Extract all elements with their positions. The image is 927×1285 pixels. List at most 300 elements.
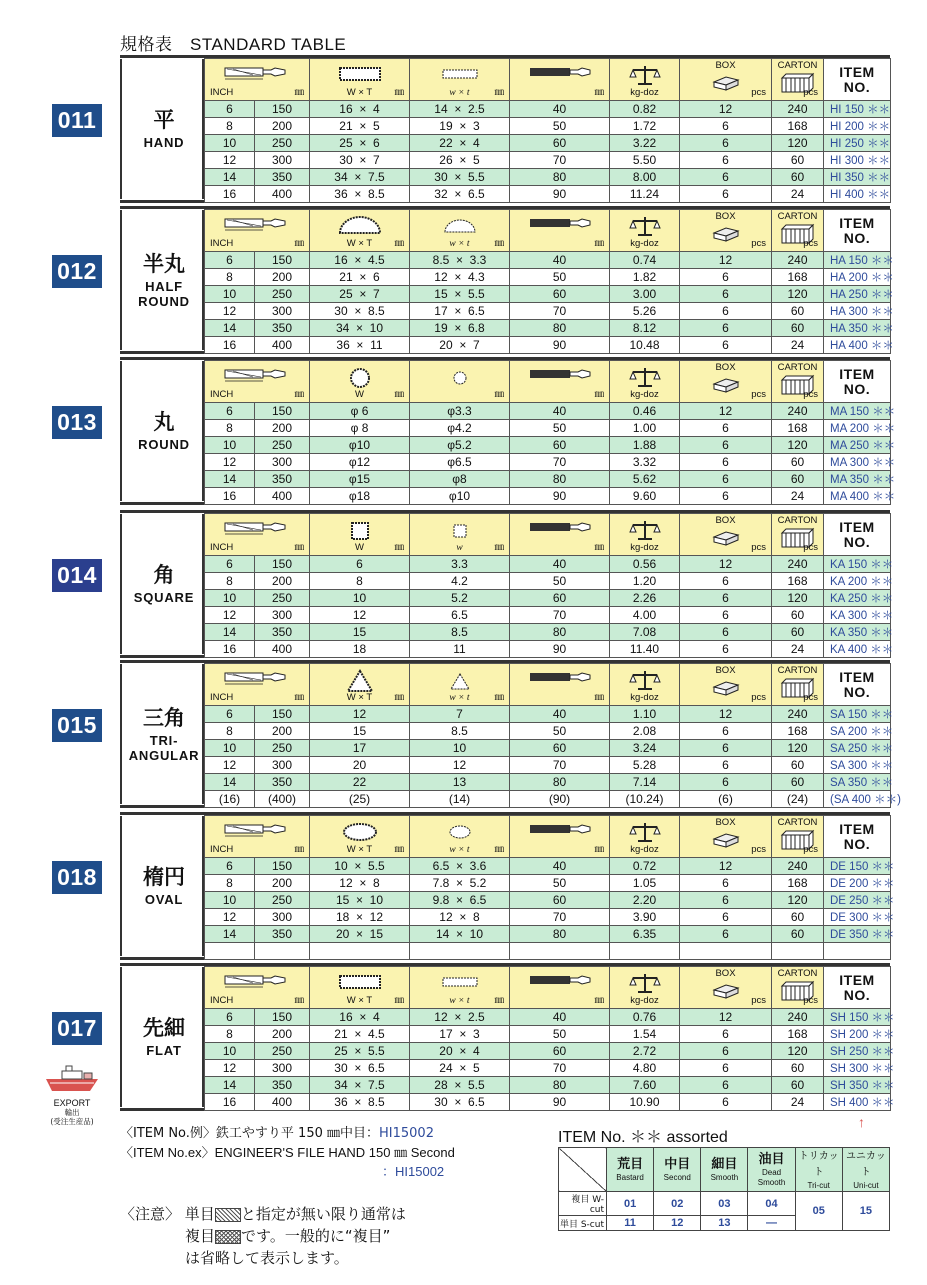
tip-dim-label: w × t [449,88,470,98]
weight-cell: 8.12 [610,320,680,337]
cut-length-icon [510,215,609,231]
tip-section-header [410,210,510,252]
arrow-up-icon: ↑ [858,1114,865,1130]
cut-length-cell: 50 [510,269,610,286]
tip-width-value: 9.8 [432,893,450,907]
tip-width-value: 20 [439,1044,453,1058]
tip-section-header [410,514,510,556]
carton-cell: 60 [772,169,824,186]
mm-cell: 300 [255,454,310,471]
box-cell: 6 [680,152,772,169]
table-row [205,269,891,286]
weight-header [610,59,680,101]
tip-cell: φ8 [410,471,510,488]
width-value: 15 [335,893,350,907]
mm-label: ㎜ [394,844,404,855]
mm-label: ㎜ [494,995,504,1006]
tip-thickness-value: 6.8 [468,321,485,335]
inch-cell: 6 [205,101,255,118]
scale-icon [610,64,679,86]
box-cell: 6 [680,926,772,943]
width-value: 34 [334,170,348,184]
section-cell: 25 × 6 [310,135,410,152]
carton-cell: 240 [772,403,824,420]
box-cell: 6 [680,420,772,437]
width-value: 16 [339,102,353,116]
tip-thickness-value: 3.6 [469,859,487,873]
no-label: NO. [843,533,871,550]
item-no-cell: DE 250 ＊＊ [824,892,891,909]
mm-cell: 150 [255,403,310,420]
tip-thickness-value: 2.5 [468,102,485,116]
tip-cell: φ5.2 [410,437,510,454]
weight-cell: 11.24 [610,186,680,203]
spec-table [204,815,895,960]
file-type-jp: 角 [153,563,175,587]
table-row [205,641,891,658]
cut-length-header [510,816,610,858]
box-cell: 6 [680,892,772,909]
box-cell: 12 [680,101,772,118]
box-header [680,210,772,252]
mm-cell: 400 [255,337,310,354]
section-cell: 17 [310,740,410,757]
table-row [205,320,891,337]
double-cut-swatch [215,1230,241,1244]
cut-length-cell: 70 [510,1060,610,1077]
section-cell: 21 × 6 [310,269,410,286]
cross-section-header [310,967,410,1009]
tip-cell: 6.5 [410,607,510,624]
item-no-cell: HA 150 ＊＊ [824,252,891,269]
carton-label: CARTON [777,968,818,979]
example-line1: 〈ITEM No.例〉鉄工やすり平 150 ㎜中目： [120,1126,379,1141]
export-sub-note: (受注生産品) [50,1117,94,1126]
table-row [205,791,891,808]
weight-cell: 3.32 [610,454,680,471]
mm-cell: 300 [255,152,310,169]
item-label: ITEM [839,668,875,685]
thickness-value: 8.5 [368,304,385,318]
thickness-value: 6 [373,136,380,150]
file-type-jp: 丸 [153,410,175,434]
mm-cell: 250 [255,135,310,152]
tip-thickness-value: 3 [473,119,480,133]
tip-section-icon [410,821,509,843]
weight-cell: 2.26 [610,590,680,607]
carton-cell: 168 [772,875,824,892]
note-label: 〈注意〉 [120,1205,181,1223]
box-cell: 6 [680,573,772,590]
table-row [205,1043,891,1060]
thickness-value: 5.5 [368,1044,385,1058]
box-cell: 6 [680,437,772,454]
item-no-cell: (SA 400 ＊＊) [824,791,891,808]
file-type-name [124,360,204,502]
mm-cell: 300 [255,909,310,926]
box-cell: 6 [680,607,772,624]
tip-cell: 5.2 [410,590,510,607]
export-sub-jp: 輸出 [64,1108,80,1117]
tip-cell: 12 × 2.5 [410,1009,510,1026]
section-cell: 16 × 4.5 [310,252,410,269]
item-no-cell: SA 150 ＊＊ [824,706,891,723]
tip-cell: 7 [410,706,510,723]
item-no-header [824,967,891,1009]
inch-cell: 12 [205,909,255,926]
tip-width-value: 15 [434,287,448,301]
mm-cell: 200 [255,118,310,135]
item-no-cell: HI 250 ＊＊ [824,135,891,152]
table-row [205,706,891,723]
assort-col-tricut: トリカット Tri-cut [795,1148,842,1192]
box-label: BOX [715,968,736,979]
mm-cell: 200 [255,420,310,437]
carton-cell: 120 [772,437,824,454]
box-label: BOX [715,665,736,676]
box-header [680,664,772,706]
cut-length-cell: 90 [510,488,610,505]
weight-cell: 1.05 [610,875,680,892]
tip-dim-label: w [456,543,463,553]
inch-cell: 12 [205,757,255,774]
item-no-cell: SH 150 ＊＊ [824,1009,891,1026]
cut-length-cell: 90 [510,186,610,203]
section-cell: 16 × 4 [310,1009,410,1026]
carton-cell: 120 [772,590,824,607]
section-dim-label: W × T [346,995,373,1006]
tip-cell: 19 × 3 [410,118,510,135]
section-cell: 12 [310,706,410,723]
inch-cell: 16 [205,1094,255,1111]
carton-cell: 120 [772,1043,824,1060]
section-code-badge: 015 [52,709,102,742]
inch-cell: 14 [205,774,255,791]
inch-cell [205,943,255,960]
inch-cell: 12 [205,1060,255,1077]
tip-thickness-value: 4 [473,136,480,150]
item-no-cell: MA 200 ＊＊ [824,420,891,437]
mm-cell: 350 [255,1077,310,1094]
inch-cell: 16 [205,488,255,505]
carton-cell: 168 [772,269,824,286]
table-row [205,892,891,909]
inch-cell: 10 [205,437,255,454]
weight-cell [610,943,680,960]
section-divider [120,664,122,804]
mm-label: ㎜ [294,692,304,703]
item-no-cell: HI 150 ＊＊ [824,101,891,118]
table-row [205,590,891,607]
item-no-header [824,59,891,101]
inch-cell: 10 [205,740,255,757]
cut-length-cell: 40 [510,858,610,875]
pcs-label: pcs [751,87,766,98]
tip-cell: 19 × 6.8 [410,320,510,337]
tip-width-value: 6.5 [432,859,450,873]
thickness-value: 10 [369,321,384,335]
table-row [205,169,891,186]
tip-thickness-value: 5.5 [468,1078,485,1092]
width-value: 36 [334,1095,348,1109]
box-cell: 6 [680,286,772,303]
cut-length-cell: 70 [510,454,610,471]
weight-header [610,967,680,1009]
pcs-label: pcs [803,238,818,249]
box-cell: 6 [680,269,772,286]
tip-cell: 30 × 5.5 [410,169,510,186]
box-cell: 6 [680,774,772,791]
item-no-header [824,361,891,403]
mm-cell: 400 [255,641,310,658]
spec-table [204,360,896,505]
carton-label: CARTON [777,362,818,373]
inch-label: INCH [210,692,234,703]
weight-cell: 5.50 [610,152,680,169]
carton-cell: 120 [772,740,824,757]
section-cell: 36 × 8.5 [310,186,410,203]
section-cell: 36 × 8.5 [310,1094,410,1111]
mm-label: ㎜ [394,995,404,1006]
table-row [205,1060,891,1077]
tip-cell: 14 × 10 [410,926,510,943]
cut-length-icon [510,519,609,535]
section-divider [120,361,122,501]
tip-width-value: 24 [439,1061,453,1075]
weight-cell: 10.90 [610,1094,680,1111]
box-cell: 12 [680,556,772,573]
item-no-cell: HI 300 ＊＊ [824,152,891,169]
inch-cell: 8 [205,723,255,740]
box-cell: 6 [680,337,772,354]
inch-cell: 10 [205,286,255,303]
inch-cell: 14 [205,169,255,186]
export-label: EXPORT [53,1098,91,1108]
table-row [205,875,891,892]
tip-width-value: 12 [434,270,448,284]
table-row [205,488,891,505]
width-value: 30 [334,1061,348,1075]
inch-cell: 12 [205,454,255,471]
file-type-en: ANGULAR [128,747,200,763]
item-no-cell: SH 350 ＊＊ [824,1077,891,1094]
section-cell: 15 [310,723,410,740]
item-no-cell: KA 300 ＊＊ [824,607,891,624]
mm-label: ㎜ [294,995,304,1006]
file-type-name [124,663,204,805]
table-row [205,101,891,118]
section-divider [120,967,122,1107]
note-line1a: 単目 [184,1205,215,1223]
carton-cell: 168 [772,573,824,590]
tip-thickness-value: 7 [473,338,480,352]
tip-thickness-value: 5.5 [468,170,485,184]
cross-section-header [310,664,410,706]
file-type-name [124,815,204,957]
inch-label: INCH [210,542,234,553]
cut-length-cell: 90 [510,337,610,354]
tip-cell: 11 [410,641,510,658]
box-label: BOX [715,60,736,71]
item-no-cell: MA 250 ＊＊ [824,437,891,454]
tip-cell: 3.3 [410,556,510,573]
mm-cell: 300 [255,607,310,624]
scale-icon [610,519,679,541]
mm-label: ㎜ [294,87,304,98]
file-length-icon [205,821,309,837]
carton-cell: 60 [772,926,824,943]
item-example [120,1124,455,1181]
thickness-value: 7.5 [368,170,385,184]
cut-length-cell: 70 [510,152,610,169]
page-title: 規格表 STANDARD TABLE [120,35,347,54]
tip-cell: 24 × 5 [410,1060,510,1077]
box-cell: 6 [680,135,772,152]
thickness-value: 5.5 [368,859,385,873]
tip-thickness-value: 6.5 [468,1095,485,1109]
mm-cell: 150 [255,101,310,118]
section-dim-label: W × T [346,238,373,249]
cross-section-header [310,514,410,556]
inch-cell: 8 [205,420,255,437]
table-row [205,437,891,454]
cut-length-cell: 70 [510,303,610,320]
box-cell: 6 [680,488,772,505]
carton-cell: 240 [772,556,824,573]
box-cell: 6 [680,471,772,488]
spec-table [204,966,895,1111]
weight-cell: 1.82 [610,269,680,286]
mm-label: ㎜ [394,692,404,703]
weight-cell: 11.40 [610,641,680,658]
box-cell: 6 [680,118,772,135]
carton-cell: 60 [772,624,824,641]
thickness-value: 6.5 [368,1061,385,1075]
weight-cell: 2.20 [610,892,680,909]
weight-cell: 1.54 [610,1026,680,1043]
mm-label: ㎜ [394,542,404,553]
mm-label: ㎜ [494,844,504,855]
mm-cell: 150 [255,252,310,269]
table-row [205,403,891,420]
item-no-cell: HA 350 ＊＊ [824,320,891,337]
item-label: ITEM [839,214,875,231]
width-value: 21 [339,119,353,133]
item-no-cell: SH 200 ＊＊ [824,1026,891,1043]
tip-width-value: 7.8 [432,876,450,890]
table-row [205,573,891,590]
tip-section-icon [410,64,509,84]
section-cell: (25) [310,791,410,808]
carton-cell: 240 [772,858,824,875]
weight-cell: 6.35 [610,926,680,943]
pcs-label: pcs [751,238,766,249]
mm-cell: 250 [255,437,310,454]
section-cell: 10 × 5.5 [310,858,410,875]
section-cell: 25 × 5.5 [310,1043,410,1060]
tip-cell: φ10 [410,488,510,505]
cut-length-cell: 40 [510,1009,610,1026]
table-row [205,858,891,875]
example-code-2: ：HI15002 [382,1164,445,1179]
carton-cell: 24 [772,1094,824,1111]
file-type-en: FLAT [146,1043,182,1058]
item-label: ITEM [839,820,875,837]
item-label: ITEM [839,365,875,382]
width-value: 20 [335,927,350,941]
box-cell: 12 [680,403,772,420]
tip-cell: 7.8 × 5.2 [410,875,510,892]
box-cell: 6 [680,454,772,471]
section-015 [42,660,901,808]
section-cell: 6 [310,556,410,573]
section-code-badge: 012 [52,255,102,288]
file-length-icon [205,519,309,535]
item-no-cell: SA 250 ＊＊ [824,740,891,757]
tip-thickness-value: 6.5 [468,187,485,201]
pcs-label: pcs [803,87,818,98]
mm-cell: 250 [255,286,310,303]
inch-label: INCH [210,238,234,249]
section-cell: 20 × 15 [310,926,410,943]
width-value: 16 [339,1010,353,1024]
inch-cell: 16 [205,337,255,354]
thickness-value: 4.5 [368,1027,385,1041]
thickness-value: 7 [373,287,380,301]
carton-cell: 24 [772,488,824,505]
weight-cell: 0.56 [610,556,680,573]
weight-cell: 1.20 [610,573,680,590]
inch-cell: 10 [205,892,255,909]
weight-cell: 3.22 [610,135,680,152]
table-row [205,454,891,471]
file-type-name [124,966,204,1108]
weight-cell: 7.60 [610,1077,680,1094]
table-row [205,471,891,488]
thickness-value: 10 [369,893,384,907]
table-row [205,723,891,740]
width-value: 36 [336,338,350,352]
box-cell: 6 [680,590,772,607]
tip-cell [410,943,510,960]
section-cell: 21 × 4.5 [310,1026,410,1043]
carton-cell: 240 [772,706,824,723]
width-value: 36 [334,187,348,201]
assort-cell: 11 [607,1216,654,1231]
box-label: BOX [715,211,736,222]
item-no-cell: DE 200 ＊＊ [824,875,891,892]
inch-cell: 8 [205,1026,255,1043]
tip-section-icon [410,972,509,992]
inch-label: INCH [210,389,234,400]
tip-width-value: 30 [434,1095,448,1109]
tip-section-header [410,967,510,1009]
mm-cell: 150 [255,706,310,723]
weight-cell: 1.88 [610,437,680,454]
mm-label: ㎜ [594,389,604,400]
no-label: NO. [843,380,871,397]
kgdoz-label: kg-doz [630,238,659,249]
item-no-cell: SH 250 ＊＊ [824,1043,891,1060]
item-no-cell: HI 200 ＊＊ [824,118,891,135]
section-cell: φ10 [310,437,410,454]
cut-length-cell: 40 [510,556,610,573]
tip-thickness-value: 3.3 [469,253,487,267]
weight-cell: 0.72 [610,858,680,875]
table-row [205,926,891,943]
tip-cell: 12 × 8 [410,909,510,926]
file-length-icon [205,215,309,231]
